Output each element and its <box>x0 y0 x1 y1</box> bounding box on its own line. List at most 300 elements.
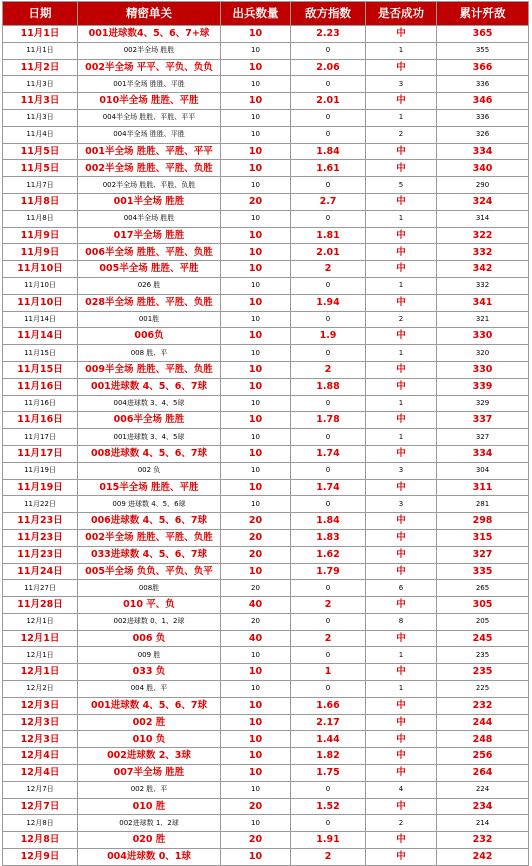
result-cell[interactable]: 中 <box>366 664 437 681</box>
total-cell[interactable]: 256 <box>437 748 529 765</box>
bet-cell[interactable]: 033 负 <box>78 664 221 681</box>
total-cell[interactable]: 232 <box>437 697 529 714</box>
quantity-cell[interactable]: 20 <box>221 798 291 815</box>
total-cell[interactable]: 315 <box>437 529 529 546</box>
total-cell[interactable]: 242 <box>437 849 529 866</box>
bet-cell[interactable]: 002半全场 胜胜 <box>78 42 221 59</box>
date-cell[interactable]: 11月19日 <box>3 479 78 496</box>
quantity-cell[interactable]: 20 <box>221 529 291 546</box>
date-cell[interactable]: 12月1日 <box>3 613 78 630</box>
quantity-cell[interactable]: 10 <box>221 429 291 446</box>
odds-cell[interactable]: 1.79 <box>291 563 366 580</box>
result-cell[interactable]: 中 <box>366 361 437 378</box>
bet-cell[interactable]: 002半全场 平平、平负、负负 <box>78 59 221 76</box>
date-cell[interactable]: 11月4日 <box>3 126 78 143</box>
odds-cell[interactable]: 2.01 <box>291 93 366 110</box>
odds-cell[interactable]: 1.78 <box>291 412 366 429</box>
odds-cell[interactable]: 0 <box>291 429 366 446</box>
quantity-cell[interactable]: 10 <box>221 345 291 362</box>
total-cell[interactable]: 332 <box>437 244 529 261</box>
date-cell[interactable]: 12月3日 <box>3 714 78 731</box>
odds-cell[interactable]: 1.84 <box>291 143 366 160</box>
date-cell[interactable]: 11月16日 <box>3 395 78 412</box>
result-cell[interactable]: 中 <box>366 563 437 580</box>
total-cell[interactable]: 336 <box>437 76 529 93</box>
result-cell[interactable]: 中 <box>366 714 437 731</box>
date-cell[interactable]: 11月5日 <box>3 143 78 160</box>
bet-cell[interactable]: 004半全场 胜胜、平胜、平平 <box>78 109 221 126</box>
result-cell[interactable]: 中 <box>366 479 437 496</box>
date-cell[interactable]: 11月3日 <box>3 93 78 110</box>
result-cell[interactable]: 中 <box>366 597 437 614</box>
quantity-cell[interactable]: 40 <box>221 630 291 647</box>
odds-cell[interactable]: 0 <box>291 42 366 59</box>
total-cell[interactable]: 264 <box>437 765 529 782</box>
total-cell[interactable]: 248 <box>437 731 529 748</box>
quantity-cell[interactable]: 10 <box>221 395 291 412</box>
quantity-cell[interactable]: 10 <box>221 731 291 748</box>
date-cell[interactable]: 11月16日 <box>3 412 78 429</box>
date-cell[interactable]: 12月3日 <box>3 731 78 748</box>
total-cell[interactable]: 355 <box>437 42 529 59</box>
date-cell[interactable]: 11月15日 <box>3 361 78 378</box>
total-cell[interactable]: 329 <box>437 395 529 412</box>
quantity-cell[interactable]: 10 <box>221 76 291 93</box>
result-cell[interactable]: 中 <box>366 832 437 849</box>
date-cell[interactable]: 11月17日 <box>3 429 78 446</box>
date-cell[interactable]: 11月27日 <box>3 580 78 597</box>
total-cell[interactable]: 281 <box>437 496 529 513</box>
quantity-cell[interactable]: 10 <box>221 496 291 513</box>
total-cell[interactable]: 334 <box>437 143 529 160</box>
result-cell[interactable]: 中 <box>366 328 437 345</box>
result-cell[interactable]: 5 <box>366 177 437 194</box>
date-cell[interactable]: 11月15日 <box>3 345 78 362</box>
result-cell[interactable]: 6 <box>366 580 437 597</box>
date-cell[interactable]: 11月10日 <box>3 261 78 278</box>
result-cell[interactable]: 中 <box>366 227 437 244</box>
result-cell[interactable]: 3 <box>366 462 437 479</box>
date-cell[interactable]: 12月1日 <box>3 630 78 647</box>
quantity-cell[interactable]: 10 <box>221 563 291 580</box>
result-cell[interactable]: 中 <box>366 630 437 647</box>
total-cell[interactable]: 335 <box>437 563 529 580</box>
header-date[interactable]: 日期 <box>3 2 78 26</box>
bet-cell[interactable]: 006 负 <box>78 630 221 647</box>
total-cell[interactable]: 311 <box>437 479 529 496</box>
quantity-cell[interactable]: 10 <box>221 445 291 462</box>
odds-cell[interactable]: 0 <box>291 126 366 143</box>
date-cell[interactable]: 11月5日 <box>3 160 78 177</box>
result-cell[interactable]: 1 <box>366 647 437 664</box>
total-cell[interactable]: 337 <box>437 412 529 429</box>
result-cell[interactable]: 2 <box>366 126 437 143</box>
quantity-cell[interactable]: 20 <box>221 580 291 597</box>
total-cell[interactable]: 235 <box>437 664 529 681</box>
quantity-cell[interactable]: 10 <box>221 849 291 866</box>
odds-cell[interactable]: 1.81 <box>291 227 366 244</box>
odds-cell[interactable]: 0 <box>291 177 366 194</box>
bet-cell[interactable]: 002 负 <box>78 462 221 479</box>
bet-cell[interactable]: 009 进球数 4、5、6球 <box>78 496 221 513</box>
result-cell[interactable]: 8 <box>366 613 437 630</box>
result-cell[interactable]: 中 <box>366 697 437 714</box>
result-cell[interactable]: 中 <box>366 445 437 462</box>
result-cell[interactable]: 中 <box>366 765 437 782</box>
result-cell[interactable]: 中 <box>366 160 437 177</box>
quantity-cell[interactable]: 10 <box>221 42 291 59</box>
odds-cell[interactable]: 0 <box>291 462 366 479</box>
total-cell[interactable]: 225 <box>437 681 529 698</box>
result-cell[interactable]: 中 <box>366 193 437 210</box>
quantity-cell[interactable]: 20 <box>221 513 291 530</box>
quantity-cell[interactable]: 10 <box>221 765 291 782</box>
header-bet[interactable]: 精密单关 <box>78 2 221 26</box>
bet-cell[interactable]: 010 平、负 <box>78 597 221 614</box>
date-cell[interactable]: 11月8日 <box>3 193 78 210</box>
bet-cell[interactable]: 002半全场 胜胜、平胜、负胜 <box>78 160 221 177</box>
quantity-cell[interactable]: 20 <box>221 613 291 630</box>
date-cell[interactable]: 11月28日 <box>3 597 78 614</box>
odds-cell[interactable]: 0 <box>291 277 366 294</box>
odds-cell[interactable]: 0 <box>291 815 366 832</box>
quantity-cell[interactable]: 10 <box>221 227 291 244</box>
result-cell[interactable]: 中 <box>366 26 437 43</box>
bet-cell[interactable]: 004半全场 胜胜、平胜 <box>78 126 221 143</box>
result-cell[interactable]: 中 <box>366 93 437 110</box>
bet-cell[interactable]: 020 胜 <box>78 832 221 849</box>
bet-cell[interactable]: 007半全场 胜胜 <box>78 765 221 782</box>
odds-cell[interactable]: 1.94 <box>291 294 366 311</box>
quantity-cell[interactable]: 10 <box>221 210 291 227</box>
quantity-cell[interactable]: 10 <box>221 277 291 294</box>
bet-cell[interactable]: 001进球数 3、4、5球 <box>78 429 221 446</box>
date-cell[interactable]: 12月7日 <box>3 798 78 815</box>
total-cell[interactable]: 332 <box>437 277 529 294</box>
odds-cell[interactable]: 0 <box>291 580 366 597</box>
odds-cell[interactable]: 2.01 <box>291 244 366 261</box>
quantity-cell[interactable]: 10 <box>221 160 291 177</box>
result-cell[interactable]: 1 <box>366 345 437 362</box>
odds-cell[interactable]: 1.9 <box>291 328 366 345</box>
odds-cell[interactable]: 1.44 <box>291 731 366 748</box>
odds-cell[interactable]: 2 <box>291 630 366 647</box>
odds-cell[interactable]: 1.61 <box>291 160 366 177</box>
date-cell[interactable]: 12月1日 <box>3 664 78 681</box>
total-cell[interactable]: 245 <box>437 630 529 647</box>
odds-cell[interactable]: 2.06 <box>291 59 366 76</box>
bet-cell[interactable]: 001进球数 4、5、6、7球 <box>78 378 221 395</box>
result-cell[interactable]: 1 <box>366 210 437 227</box>
result-cell[interactable]: 中 <box>366 798 437 815</box>
total-cell[interactable]: 322 <box>437 227 529 244</box>
odds-cell[interactable]: 2 <box>291 849 366 866</box>
total-cell[interactable]: 314 <box>437 210 529 227</box>
quantity-cell[interactable]: 10 <box>221 126 291 143</box>
odds-cell[interactable]: 1.66 <box>291 697 366 714</box>
bet-cell[interactable]: 017半全场 胜胜 <box>78 227 221 244</box>
date-cell[interactable]: 12月7日 <box>3 781 78 798</box>
date-cell[interactable]: 11月19日 <box>3 462 78 479</box>
date-cell[interactable]: 11月22日 <box>3 496 78 513</box>
total-cell[interactable]: 336 <box>437 109 529 126</box>
date-cell[interactable]: 11月9日 <box>3 244 78 261</box>
date-cell[interactable]: 11月3日 <box>3 76 78 93</box>
date-cell[interactable]: 11月3日 <box>3 109 78 126</box>
odds-cell[interactable]: 2.17 <box>291 714 366 731</box>
quantity-cell[interactable]: 10 <box>221 697 291 714</box>
odds-cell[interactable]: 1.75 <box>291 765 366 782</box>
date-cell[interactable]: 12月3日 <box>3 697 78 714</box>
quantity-cell[interactable]: 20 <box>221 546 291 563</box>
result-cell[interactable]: 中 <box>366 143 437 160</box>
result-cell[interactable]: 中 <box>366 529 437 546</box>
total-cell[interactable]: 324 <box>437 193 529 210</box>
result-cell[interactable]: 1 <box>366 109 437 126</box>
odds-cell[interactable]: 0 <box>291 681 366 698</box>
result-cell[interactable]: 中 <box>366 59 437 76</box>
odds-cell[interactable]: 1.84 <box>291 513 366 530</box>
date-cell[interactable]: 12月1日 <box>3 647 78 664</box>
date-cell[interactable]: 11月1日 <box>3 26 78 43</box>
total-cell[interactable]: 330 <box>437 361 529 378</box>
total-cell[interactable]: 290 <box>437 177 529 194</box>
quantity-cell[interactable]: 10 <box>221 26 291 43</box>
quantity-cell[interactable]: 10 <box>221 815 291 832</box>
odds-cell[interactable]: 0 <box>291 311 366 328</box>
date-cell[interactable]: 11月23日 <box>3 546 78 563</box>
bet-cell[interactable]: 002进球数 2、3球 <box>78 748 221 765</box>
quantity-cell[interactable]: 10 <box>221 328 291 345</box>
total-cell[interactable]: 244 <box>437 714 529 731</box>
date-cell[interactable]: 12月4日 <box>3 765 78 782</box>
result-cell[interactable]: 中 <box>366 513 437 530</box>
bet-cell[interactable]: 005半全场 负负、平负、负平 <box>78 563 221 580</box>
odds-cell[interactable]: 1.88 <box>291 378 366 395</box>
quantity-cell[interactable]: 10 <box>221 681 291 698</box>
result-cell[interactable]: 3 <box>366 76 437 93</box>
bet-cell[interactable]: 004 胜、平 <box>78 681 221 698</box>
date-cell[interactable]: 11月2日 <box>3 59 78 76</box>
total-cell[interactable]: 346 <box>437 93 529 110</box>
total-cell[interactable]: 327 <box>437 429 529 446</box>
total-cell[interactable]: 232 <box>437 832 529 849</box>
quantity-cell[interactable]: 10 <box>221 361 291 378</box>
odds-cell[interactable]: 0 <box>291 781 366 798</box>
date-cell[interactable]: 11月1日 <box>3 42 78 59</box>
date-cell[interactable]: 12月9日 <box>3 849 78 866</box>
odds-cell[interactable]: 0 <box>291 109 366 126</box>
date-cell[interactable]: 12月8日 <box>3 832 78 849</box>
quantity-cell[interactable]: 10 <box>221 109 291 126</box>
total-cell[interactable]: 334 <box>437 445 529 462</box>
quantity-cell[interactable]: 10 <box>221 378 291 395</box>
total-cell[interactable]: 340 <box>437 160 529 177</box>
result-cell[interactable]: 1 <box>366 42 437 59</box>
total-cell[interactable]: 304 <box>437 462 529 479</box>
total-cell[interactable]: 365 <box>437 26 529 43</box>
bet-cell[interactable]: 004半全场 胜胜 <box>78 210 221 227</box>
bet-cell[interactable]: 001进球数4、5、6、7+球 <box>78 26 221 43</box>
quantity-cell[interactable]: 10 <box>221 714 291 731</box>
date-cell[interactable]: 12月4日 <box>3 748 78 765</box>
quantity-cell[interactable]: 10 <box>221 244 291 261</box>
odds-cell[interactable]: 2 <box>291 261 366 278</box>
result-cell[interactable]: 1 <box>366 277 437 294</box>
bet-cell[interactable]: 009 胜 <box>78 647 221 664</box>
quantity-cell[interactable]: 10 <box>221 59 291 76</box>
bet-cell[interactable]: 001半全场 胜胜 <box>78 193 221 210</box>
result-cell[interactable]: 2 <box>366 311 437 328</box>
bet-cell[interactable]: 001半全场 胜胜、平胜、平平 <box>78 143 221 160</box>
odds-cell[interactable]: 0 <box>291 345 366 362</box>
odds-cell[interactable]: 0 <box>291 613 366 630</box>
bet-cell[interactable]: 002半全场 胜胜、平胜、负胜 <box>78 529 221 546</box>
bet-cell[interactable]: 002 胜、平 <box>78 781 221 798</box>
result-cell[interactable]: 中 <box>366 546 437 563</box>
quantity-cell[interactable]: 10 <box>221 143 291 160</box>
total-cell[interactable]: 339 <box>437 378 529 395</box>
date-cell[interactable]: 11月10日 <box>3 294 78 311</box>
result-cell[interactable]: 中 <box>366 378 437 395</box>
quantity-cell[interactable]: 10 <box>221 647 291 664</box>
bet-cell[interactable]: 008进球数 4、5、6、7球 <box>78 445 221 462</box>
quantity-cell[interactable]: 10 <box>221 781 291 798</box>
total-cell[interactable]: 305 <box>437 597 529 614</box>
date-cell[interactable]: 12月8日 <box>3 815 78 832</box>
bet-cell[interactable]: 001进球数 4、5、6、7球 <box>78 697 221 714</box>
total-cell[interactable]: 205 <box>437 613 529 630</box>
odds-cell[interactable]: 2.23 <box>291 26 366 43</box>
quantity-cell[interactable]: 10 <box>221 462 291 479</box>
bet-cell[interactable]: 001胜 <box>78 311 221 328</box>
bet-cell[interactable]: 010 胜 <box>78 798 221 815</box>
result-cell[interactable]: 中 <box>366 849 437 866</box>
result-cell[interactable]: 3 <box>366 496 437 513</box>
date-cell[interactable]: 11月23日 <box>3 513 78 530</box>
bet-cell[interactable]: 005半全场 胜胜、平胜 <box>78 261 221 278</box>
odds-cell[interactable]: 1.62 <box>291 546 366 563</box>
bet-cell[interactable]: 006半全场 胜胜、平胜、负胜 <box>78 244 221 261</box>
quantity-cell[interactable]: 10 <box>221 177 291 194</box>
odds-cell[interactable]: 0 <box>291 210 366 227</box>
bet-cell[interactable]: 006半全场 胜胜 <box>78 412 221 429</box>
result-cell[interactable]: 1 <box>366 429 437 446</box>
result-cell[interactable]: 中 <box>366 731 437 748</box>
odds-cell[interactable]: 0 <box>291 76 366 93</box>
bet-cell[interactable]: 028半全场 胜胜、平胜、负胜 <box>78 294 221 311</box>
total-cell[interactable]: 265 <box>437 580 529 597</box>
bet-cell[interactable]: 006负 <box>78 328 221 345</box>
total-cell[interactable]: 327 <box>437 546 529 563</box>
odds-cell[interactable]: 0 <box>291 647 366 664</box>
date-cell[interactable]: 12月2日 <box>3 681 78 698</box>
result-cell[interactable]: 1 <box>366 395 437 412</box>
total-cell[interactable]: 342 <box>437 261 529 278</box>
total-cell[interactable]: 326 <box>437 126 529 143</box>
odds-cell[interactable]: 1.74 <box>291 479 366 496</box>
odds-cell[interactable]: 0 <box>291 395 366 412</box>
date-cell[interactable]: 11月9日 <box>3 227 78 244</box>
odds-cell[interactable]: 1.83 <box>291 529 366 546</box>
bet-cell[interactable]: 002进球数 1、2球 <box>78 815 221 832</box>
bet-cell[interactable]: 002进球数 0、1、2球 <box>78 613 221 630</box>
total-cell[interactable]: 366 <box>437 59 529 76</box>
result-cell[interactable]: 中 <box>366 748 437 765</box>
result-cell[interactable]: 中 <box>366 261 437 278</box>
quantity-cell[interactable]: 10 <box>221 412 291 429</box>
bet-cell[interactable]: 002半全场 胜胜、平胜、负胜 <box>78 177 221 194</box>
bet-cell[interactable]: 010半全场 胜胜、平胜 <box>78 93 221 110</box>
bet-cell[interactable]: 033进球数 4、5、6、7球 <box>78 546 221 563</box>
date-cell[interactable]: 11月14日 <box>3 311 78 328</box>
total-cell[interactable]: 234 <box>437 798 529 815</box>
date-cell[interactable]: 11月14日 <box>3 328 78 345</box>
total-cell[interactable]: 235 <box>437 647 529 664</box>
odds-cell[interactable]: 2 <box>291 361 366 378</box>
result-cell[interactable]: 中 <box>366 294 437 311</box>
header-result[interactable]: 是否成功 <box>366 2 437 26</box>
date-cell[interactable]: 11月17日 <box>3 445 78 462</box>
header-quantity[interactable]: 出兵数量 <box>221 2 291 26</box>
result-cell[interactable]: 中 <box>366 244 437 261</box>
result-cell[interactable]: 4 <box>366 781 437 798</box>
total-cell[interactable]: 224 <box>437 781 529 798</box>
total-cell[interactable]: 320 <box>437 345 529 362</box>
bet-cell[interactable]: 001半全场 胜胜、平胜 <box>78 76 221 93</box>
date-cell[interactable]: 11月24日 <box>3 563 78 580</box>
date-cell[interactable]: 11月10日 <box>3 277 78 294</box>
odds-cell[interactable]: 0 <box>291 496 366 513</box>
odds-cell[interactable]: 1.52 <box>291 798 366 815</box>
odds-cell[interactable]: 1.74 <box>291 445 366 462</box>
odds-cell[interactable]: 2.7 <box>291 193 366 210</box>
quantity-cell[interactable]: 10 <box>221 93 291 110</box>
quantity-cell[interactable]: 20 <box>221 832 291 849</box>
odds-cell[interactable]: 2 <box>291 597 366 614</box>
bet-cell[interactable]: 008胜 <box>78 580 221 597</box>
header-total[interactable]: 累计歼敌 <box>437 2 529 26</box>
date-cell[interactable]: 11月7日 <box>3 177 78 194</box>
bet-cell[interactable]: 010 负 <box>78 731 221 748</box>
quantity-cell[interactable]: 10 <box>221 664 291 681</box>
total-cell[interactable]: 330 <box>437 328 529 345</box>
result-cell[interactable]: 2 <box>366 815 437 832</box>
odds-cell[interactable]: 1.91 <box>291 832 366 849</box>
total-cell[interactable]: 214 <box>437 815 529 832</box>
total-cell[interactable]: 298 <box>437 513 529 530</box>
date-cell[interactable]: 11月16日 <box>3 378 78 395</box>
quantity-cell[interactable]: 20 <box>221 193 291 210</box>
bet-cell[interactable]: 006进球数 4、5、6、7球 <box>78 513 221 530</box>
bet-cell[interactable]: 026 胜 <box>78 277 221 294</box>
date-cell[interactable]: 11月8日 <box>3 210 78 227</box>
quantity-cell[interactable]: 10 <box>221 748 291 765</box>
date-cell[interactable]: 11月23日 <box>3 529 78 546</box>
total-cell[interactable]: 321 <box>437 311 529 328</box>
quantity-cell[interactable]: 10 <box>221 479 291 496</box>
bet-cell[interactable]: 002 胜 <box>78 714 221 731</box>
quantity-cell[interactable]: 10 <box>221 261 291 278</box>
bet-cell[interactable]: 009半全场 胜胜、平胜、负胜 <box>78 361 221 378</box>
bet-cell[interactable]: 004进球数 0、1球 <box>78 849 221 866</box>
quantity-cell[interactable]: 40 <box>221 597 291 614</box>
total-cell[interactable]: 341 <box>437 294 529 311</box>
quantity-cell[interactable]: 10 <box>221 294 291 311</box>
odds-cell[interactable]: 1.82 <box>291 748 366 765</box>
bet-cell[interactable]: 004进球数 3、4、5球 <box>78 395 221 412</box>
odds-cell[interactable]: 1 <box>291 664 366 681</box>
